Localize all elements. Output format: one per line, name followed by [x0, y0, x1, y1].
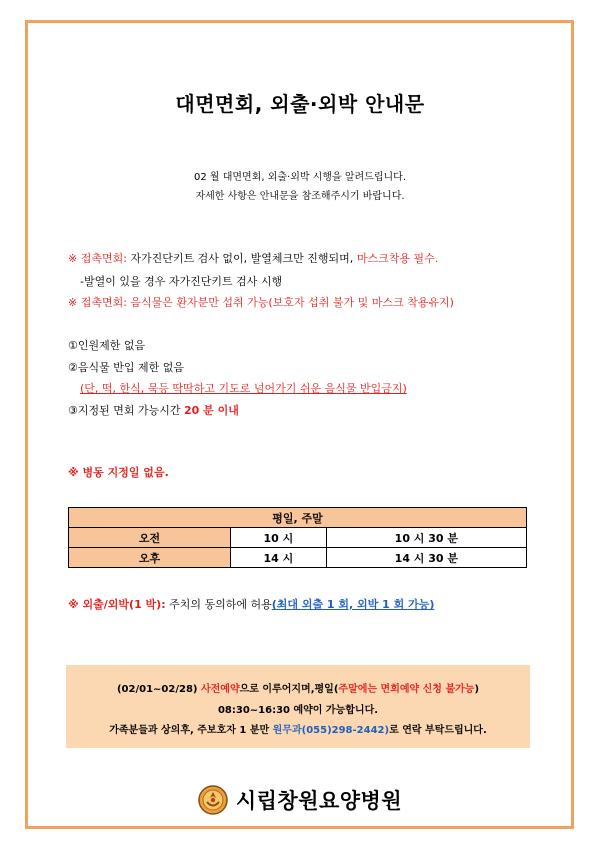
notice-line-1	[66, 680, 530, 695]
reservation-notice-box	[66, 665, 530, 748]
schedule-start-cell: 14 시	[231, 548, 327, 568]
contact-visit-mark: ※ 접촉면회:	[68, 252, 127, 265]
notice-reservation: 사전예약	[200, 684, 240, 695]
schedule-row-morning	[69, 528, 527, 548]
hospital-name: 시립창원요양병원	[235, 789, 403, 813]
outing-line	[68, 596, 434, 612]
rule-item-3	[68, 402, 239, 418]
visit-schedule-table	[68, 507, 527, 568]
page-title: 대면면회, 외출·외박 안내문	[175, 92, 425, 116]
notice-text-3: 가족분들과 상의후, 주보호자 1 분만	[109, 725, 273, 736]
fever-check-line: -발열이 있을 경우 자가진단키트 검사 시행	[80, 275, 283, 288]
schedule-header-cell: 평일, 주말	[69, 508, 527, 528]
contact-visit-line-2	[68, 294, 454, 310]
rule-item-2: ②음식물 반입 제한 없음	[68, 361, 184, 374]
contact-visit-text: 자가진단키트 검사 없이, 발열체크만 진행되며,	[126, 252, 357, 265]
schedule-row-afternoon	[69, 548, 527, 568]
schedule-start-cell: 10 시	[231, 528, 327, 548]
contact-visit-mark-2: ※ 접촉면회:	[68, 296, 127, 309]
rule-item-2-exception: (단, 떡, 한식, 묵등 딱딱하고 기도로 넘어가기 쉬운 음식물 반입금지)	[80, 382, 407, 395]
ward-notice: ※ 병동 지정일 없음.	[68, 466, 169, 479]
visit-time-limit: 20 분 이내	[183, 404, 239, 417]
notice-close-paren: )	[474, 684, 480, 695]
contact-visit-line-1	[68, 250, 438, 266]
schedule-header-row	[69, 508, 527, 528]
notice-text-4: 로 연락 부탁드립니다.	[389, 725, 487, 736]
notice-line-3	[66, 721, 530, 736]
intro-line-2: 자세한 사항은 안내문을 참조해주시기 바랍니다.	[195, 191, 405, 202]
outing-text: 주치의 동의하에 허용	[165, 598, 272, 611]
schedule-period-cell: 오후	[69, 548, 231, 568]
notice-weekend-rule: 주말에는 면회예약 신청 불가능	[338, 684, 475, 695]
notice-line-2: 08:30~16:30 예약이 가능합니다.	[217, 705, 379, 716]
hospital-emblem-icon	[198, 785, 228, 815]
outing-mark: ※ 외출/외박(1 박):	[68, 598, 166, 611]
notice-text-1: 으로 이루어지며,평일(	[239, 684, 339, 695]
outing-limit-text: (최대 외출 1 회, 외박 1 회 가능)	[271, 598, 435, 611]
intro-line-1: 02 월 대면면회, 외출·외박 시행을 알려드립니다.	[193, 172, 407, 183]
schedule-end-cell: 14 시 30 분	[326, 548, 526, 568]
schedule-period-cell: 오전	[69, 528, 231, 548]
notice-period: (02/01~02/28)	[116, 684, 201, 695]
hospital-footer	[0, 783, 600, 817]
food-rule-text: 음식물은 환자분만 섭취 가능(보호자 섭취 불가 및 마스크 착용유지)	[126, 296, 454, 309]
notice-phone: 원무과(055)298-2442)	[272, 725, 390, 736]
mask-required-text: 마스크착용 필수.	[356, 252, 439, 265]
rule-item-1: ①인원제한 없음	[68, 339, 146, 352]
schedule-end-cell: 10 시 30 분	[326, 528, 526, 548]
rule-item-3-text: ③지정된 면회 가능시간	[68, 404, 184, 417]
